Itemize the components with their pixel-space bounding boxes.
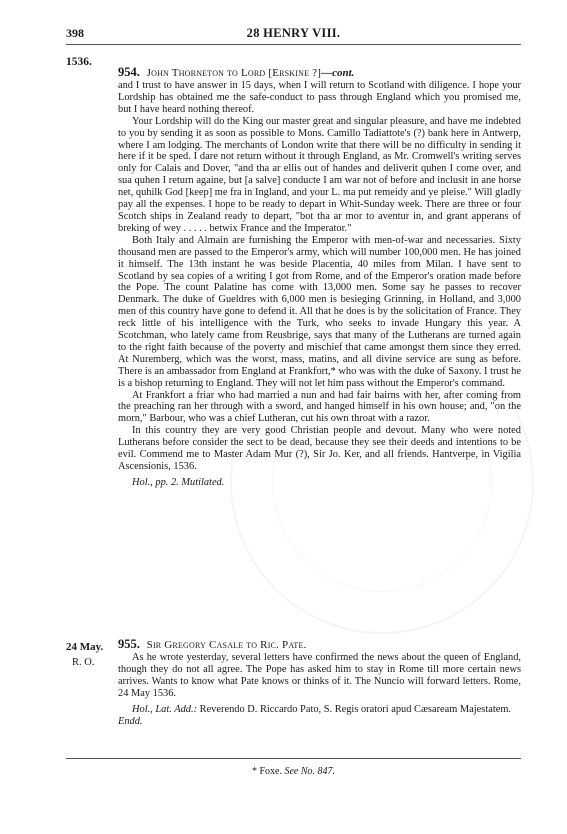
paragraph: Your Lordship will do the King our master great and singular pleasure, and have me indebted to you by sending it as soon as possible to Mons. Camillo Tadiattote's (?) bank here in Antwerp, where I am lodging. The merchants of London write that there will be no difficulty in sending it here if it be sped. I dare not return without it through England, as Mr. Cromwell's writing serves only for Calais and Dover, "and tha ar ellis out of handes and deliverit quhen I come over, and sua quhen I return againe, but [a salve] conducte I am war not of before and inclusit in ane horse net, quhilk God [keep] me fra in Ingland, and your L. ma put remeidy and ye pleise." Will gladly pay all the expenses. I hope to be ready to depart in Whit-Sunday week. There are three or four Scotch ships in Zealand ready to depart, "bot tha ar mor to aventur in, and grant apperans of breking of wey . . . . . betwix France and the Imperator." [118,115,521,234]
entry-954-heading [118,66,521,80]
entry-955-heading [118,638,521,652]
paragraph: and I trust to have answer in 15 days, when I will return to Scotland with diligence. I hope your Lordship has obtained me the safe-conduct to pass through England which you promised me, but I have heard nothing thereof. [118,80,521,115]
note-label: Hol., Lat. Add.: [132,703,198,715]
paragraph: At Frankfort a friar who had married a nun and had fair bairns with her, after coming from the preaching ran her through with a sword, and hanged himself in his own house; and, "on the morn," Barbour, who was a chief Lutheran, cut his own throat with a razor. [118,389,521,425]
entry-title: Sir Gregory Casale to Ric. Pate. [146,639,307,651]
margin-date: 24 May. [66,641,104,653]
note-text: Reverendo D. Riccardo Pato, S. Regis oratori apud Cæsaream Majestatem. [197,703,511,715]
continued-label: —cont. [321,67,355,79]
entry-954 [118,66,521,489]
page-number: 398 [66,26,84,40]
running-head [66,26,521,40]
margin-year: 1536. [66,56,92,68]
source-note [118,704,521,728]
paragraph: Both Italy and Almain are furnishing the Emperor with men-of-war and necessaries. Sixty thousand men are passed to the Emperor's army, which will number 100,000 men. He has joined it himself. The 13th instant he was beside Placentia, 40 miles from Milan. I have sent to Scotland by sea copies of a writing I got from Rome, and of the Emperor's oration made before the Pope. The count Palatine has come with 13,000 men. Some say he passes to recover Denmark. The duke of Gueldres with 6,000 men is besieging Grinning, in Holland, and 3,000 men of this country have gone to defend it. All that he does is by the solicitation of France. They reck little of his intelligence with the Turk, who seeks to invade Hungary this year. A Scotchman, who lately came from Reusbrige, says that many of the Lutherans are turned again to the right faith because of the poverty and mischief that came amongst them since they erred. At Nuremberg, which was the worst, mass, matins, and all divine service are sung as before. There is an ambassador from England at Frankfort,* who was with the duke of Saxony. I trust he is a bishop returning to England. They will not let him pass without the Emperor's command. [118,234,521,389]
footnote [66,766,521,777]
note-end: Endd. [118,715,143,727]
margin-source: R. O. [72,657,95,668]
footnote-reference: See No. 847. [284,766,336,777]
entry-title: John Thorneton to Lord [Erskine ?] [146,67,322,79]
paragraph: As he wrote yesterday, several letters have confirmed the news about the queen of England, though they do not all agree. The Pope has asked him to stay in Rome till more certain news arrives. Wants to know what Pate knows or thinks of it. The Nuncio will forward letters. Rome, 24 May 1536. [118,652,521,699]
source-note: Hol., pp. 2. Mutilated. [132,476,225,488]
footnote-rule [66,758,521,759]
entry-955 [118,638,521,728]
running-title: 28 HENRY VIII. [246,26,341,40]
footnote-mark: * Foxe. [251,766,282,777]
header-rule [66,44,521,45]
entry-number: 954. [118,65,140,79]
entry-number: 955. [118,637,140,651]
paragraph: In this country they are very good Christian people and devout. Many who were noted Lutherans before consider the sect to be dead, because they see their deeds and intentions to be evil. Commend me to Master Adam Mur (?), Sir Jo. Ker, and all friends. Hantverpe, in Vigilia Ascensionis, 1536. [118,425,521,472]
